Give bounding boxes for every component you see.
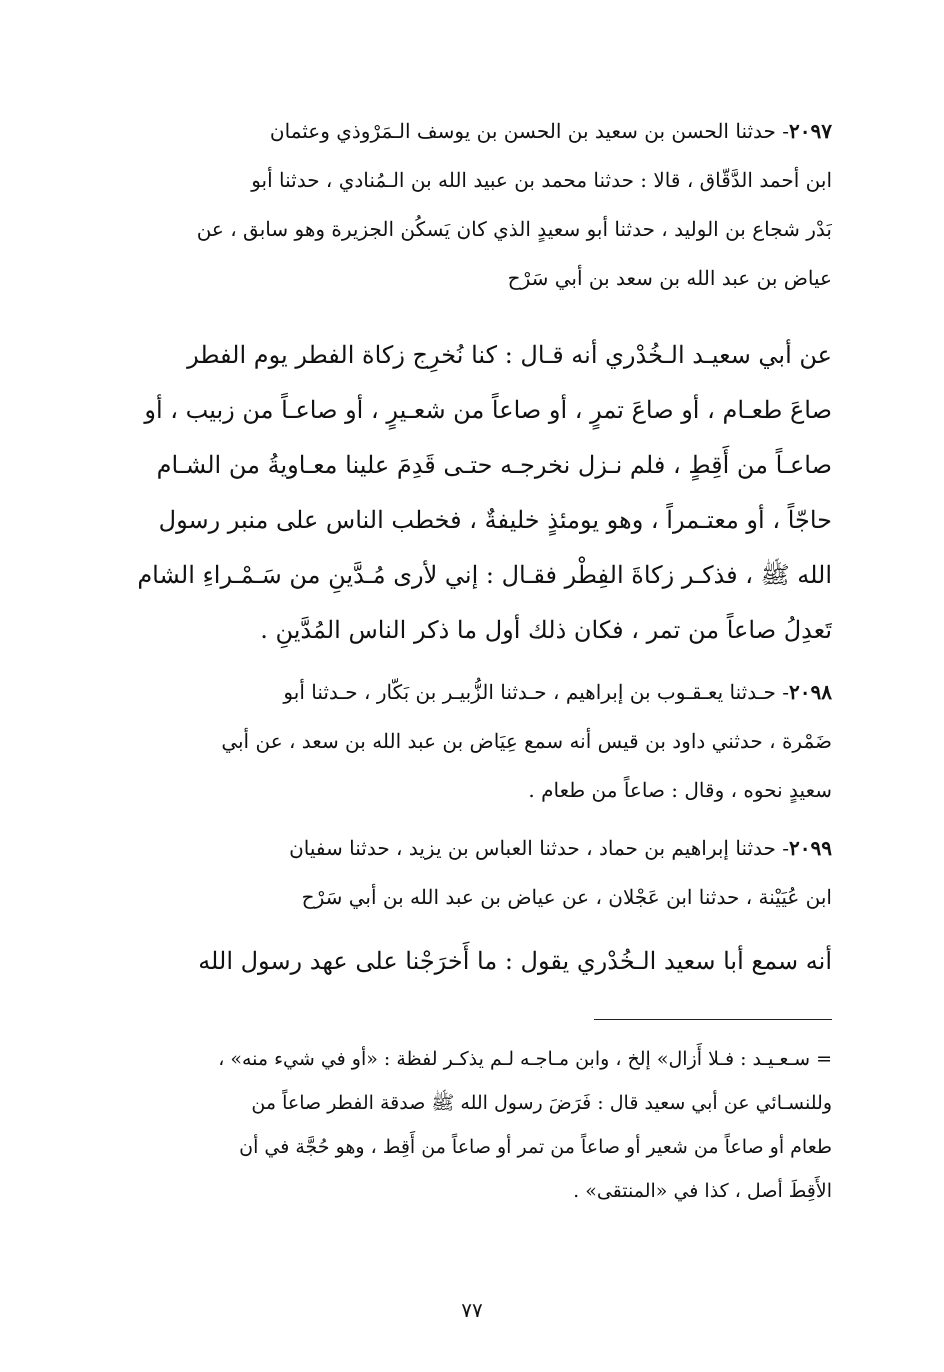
hadith-2098-isnad [112,668,832,815]
footnote-line: = سـعـيـد : فـلا أَزال» إلخ ، وابن مـاجـه لـم يذكـر لفظة : «أو في شيء منه» ، [218,1048,832,1070]
matn-line: صاعـاً من أَقِطٍ ، فلم نـزل نخرجـه حتـى قَدِمَ علينا معـاويةُ من الشـام [156,451,832,479]
isnad-line: ضَمْرة ، حدثني داود بن قيس أنه سمع عِيَاض بن عبد الله بن سعد ، عن أبي [221,729,832,753]
isnad-line: ٢٠٩٨- حـدثنا يعـقـوب بن إبراهيم ، حـدثنا الزُّبيـر بن بَكّار ، حـدثنا أبو [283,680,832,704]
matn-line: تَعدِلُ صاعاً من تمر ، فكان ذلك أول ما ذكر الناس المُدَّينِ . [260,616,832,644]
hadith-number: ٢٠٩٨ [789,680,832,704]
footnote-line: طعام أو صاعاً من شعير أو صاعاً من تمر أو صاعاً من أَقِط ، وهو حُجَّة في أن [239,1136,832,1158]
hadith-2097-isnad [112,107,832,303]
matn-line: حاجّاً ، أو معتـمراً ، وهو يومئذٍ خليفةٌ ، فخطب الناس على منبر رسول [158,506,832,534]
hadith-2099-isnad [112,824,832,922]
isnad-line: ابن عُيَيْنة ، حدثنا ابن عَجْلان ، عن عياض بن عبد الله بن أبي سَرْح [301,885,832,909]
matn-line: عن أبي سعيـد الـخُدْري أنه قـال : كنا نُخرِج زكاة الفطر يوم الفطر [187,341,832,369]
matn-line: أنه سمع أبا سعيد الـخُدْري يقول : ما أَخرَجْنا على عهد رسول الله [198,947,832,975]
isnad-line: ٢٠٩٧- حدثنا الحسن بن سعيد بن الحسن بن يوسف الـمَرْوذي وعثمان [269,119,832,143]
isnad-line: ٢٠٩٩- حدثنا إبراهيم بن حماد ، حدثنا العباس بن يزيد ، حدثنا سفيان [289,836,832,860]
matn-line: صاعَ طعـام ، أو صاعَ تمرٍ ، أو صاعاً من شعـيرٍ ، أو صاعـاً من زبيب ، أو [144,396,832,424]
isnad-line: سعيدٍ نحوه ، وقال : صاعاً من طعام . [528,778,832,802]
isnad-line: بَدْر شجاع بن الوليد ، حدثنا أبو سعيدٍ الذي كان يَسكُن الجزيرة وهو سابق ، عن [196,217,832,241]
hadith-number: ٢٠٩٩ [789,836,832,860]
isnad-line: عياض بن عبد الله بن سعد بن أبي سَرْح [507,266,832,290]
isnad-line: ابن أحمد الدَّقّاق ، قالا : حدثنا محمد بن عبيد الله بن الـمُنادي ، حدثنا أبو [251,168,832,192]
footnote-line: وللنسـائي عن أبي سعيد قال : فَرَضَ رسول الله ﷺ صدقة الفطر صاعاً من [251,1092,832,1114]
hadith-2099-matn [112,934,832,989]
hadith-number: ٢٠٩٧ [789,119,832,143]
footnotes [112,1037,832,1213]
page-number: ٧٧ [461,1298,483,1322]
footnote-separator [594,1019,832,1020]
matn-line: الله ﷺ ، فذكـر زكاةَ الفِطْر فقـال : إني لأرى مُـدَّينِ من سَـمْـراءِ الشام [137,561,832,589]
footnote-line: الأَقِطَ أصل ، كذا في «المنتقى» . [573,1180,832,1202]
hadith-2097-matn [112,328,832,658]
